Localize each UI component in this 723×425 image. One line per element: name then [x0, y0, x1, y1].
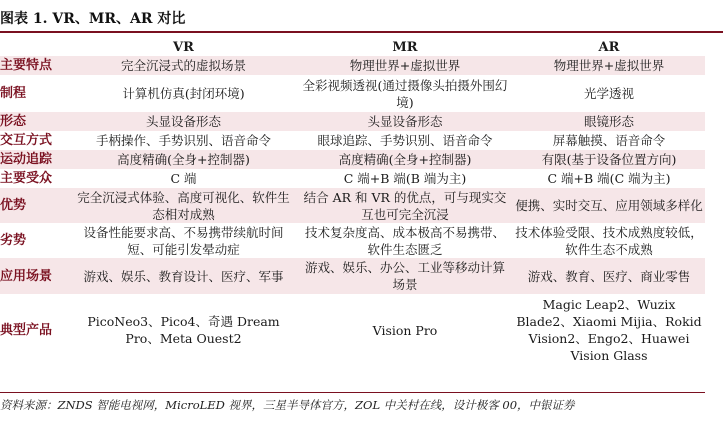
cell-mr: 结合 AR 和 VR 的优点，可与现实交互也可完全沉浸 — [297, 188, 513, 223]
cell-vr: C 端 — [170, 171, 197, 186]
table-row — [0, 150, 705, 169]
cell-mr: Vision Pro — [372, 322, 438, 338]
table-row — [0, 56, 705, 75]
cell-mr: 全彩视频透视(通过摄像头拍摄外围幻境) — [302, 77, 508, 110]
table-header-row — [0, 38, 705, 56]
table-row — [0, 188, 705, 223]
row-label: 优势 — [0, 188, 70, 223]
table-row — [0, 112, 705, 131]
table-bottom-divider — [0, 392, 705, 393]
table-row — [0, 169, 705, 188]
cell-ar: 物理世界+虚拟世界 — [513, 56, 705, 75]
cell-mr: 头显设备形态 — [297, 112, 513, 131]
table-row — [0, 258, 705, 294]
cell-ar: Magic Leap2、Wuzix Blade2、Xiaomi Mijia、Rokid Vision2、Engo2、Huawei Vision Glass — [516, 297, 702, 363]
cell-ar: 光学透视 — [583, 86, 634, 101]
row-label: 运动追踪 — [0, 150, 70, 169]
cell-ar: 有限(基于设备位置方向) — [513, 150, 705, 169]
row-label: 主要特点 — [0, 56, 70, 75]
cell-ar: 游戏、教育、医疗、商业零售 — [513, 258, 705, 294]
row-label: 制程 — [0, 86, 27, 101]
row-label: 主要受众 — [0, 171, 53, 186]
row-label: 劣势 — [0, 233, 27, 248]
row-label: 应用场景 — [0, 258, 70, 294]
cell-mr: 高度精确(全身+控制器) — [297, 150, 513, 169]
row-label: 典型产品 — [0, 322, 53, 338]
cell-mr: 技术复杂度高、成本极高不易携带、软件生态匮乏 — [304, 224, 505, 257]
header-vr: VR — [173, 39, 194, 55]
cell-vr: 计算机仿真(封闭环境) — [122, 86, 245, 101]
cell-vr: 设备性能要求高、不易携带续航时间短、可能引发晕动症 — [83, 224, 284, 257]
cell-ar: C 端+B 端(C 端为主) — [547, 171, 671, 186]
cell-vr: 游戏、娱乐、教育设计、医疗、军事 — [70, 258, 297, 294]
row-label: 形态 — [0, 112, 70, 131]
cell-ar: 屏幕触摸、语音命令 — [552, 133, 666, 148]
cell-mr: C 端+B 端(B 端为主) — [343, 171, 467, 186]
comparison-table — [0, 38, 705, 366]
row-label: 交互方式 — [0, 133, 53, 148]
figure-title: 图表 1. VR、MR、AR 对比 — [0, 11, 186, 27]
source-note: 资料来源：ZNDS 智能电视网，MicroLED 视界，三星半导体官方，ZOL 中关村在线，设计极客 00，中银证券 — [0, 398, 575, 412]
header-corner — [0, 38, 70, 56]
cell-mr: 游戏、娱乐、办公、工业等移动计算场景 — [297, 258, 513, 294]
table-row — [0, 294, 705, 366]
cell-ar: 眼镜形态 — [513, 112, 705, 131]
cell-mr: 物理世界+虚拟世界 — [297, 56, 513, 75]
cell-ar: 便携、实时交互、应用领域多样化 — [513, 188, 705, 223]
header-mr: MR — [392, 39, 418, 55]
table-row — [0, 75, 705, 112]
cell-vr: 完全沉浸式的虚拟场景 — [70, 56, 297, 75]
cell-mr: 眼球追踪、手势识别、语音命令 — [317, 133, 493, 148]
cell-vr: 手柄操作、手势识别、语音命令 — [95, 133, 271, 148]
table-row — [0, 223, 705, 258]
header-ar: AR — [598, 39, 620, 55]
table-row — [0, 131, 705, 150]
title-divider — [0, 31, 723, 33]
cell-vr: 高度精确(全身+控制器) — [70, 150, 297, 169]
cell-vr: 头显设备形态 — [70, 112, 297, 131]
cell-vr: PicoNeo3、Pico4、奇遇 Dream Pro、Meta Ouest2 — [87, 314, 280, 346]
cell-vr: 完全沉浸式体验、高度可视化、软件生态相对成熟 — [70, 188, 297, 223]
cell-ar: 技术体验受限、技术成熟度较低，软件生态不成熟 — [515, 224, 703, 257]
